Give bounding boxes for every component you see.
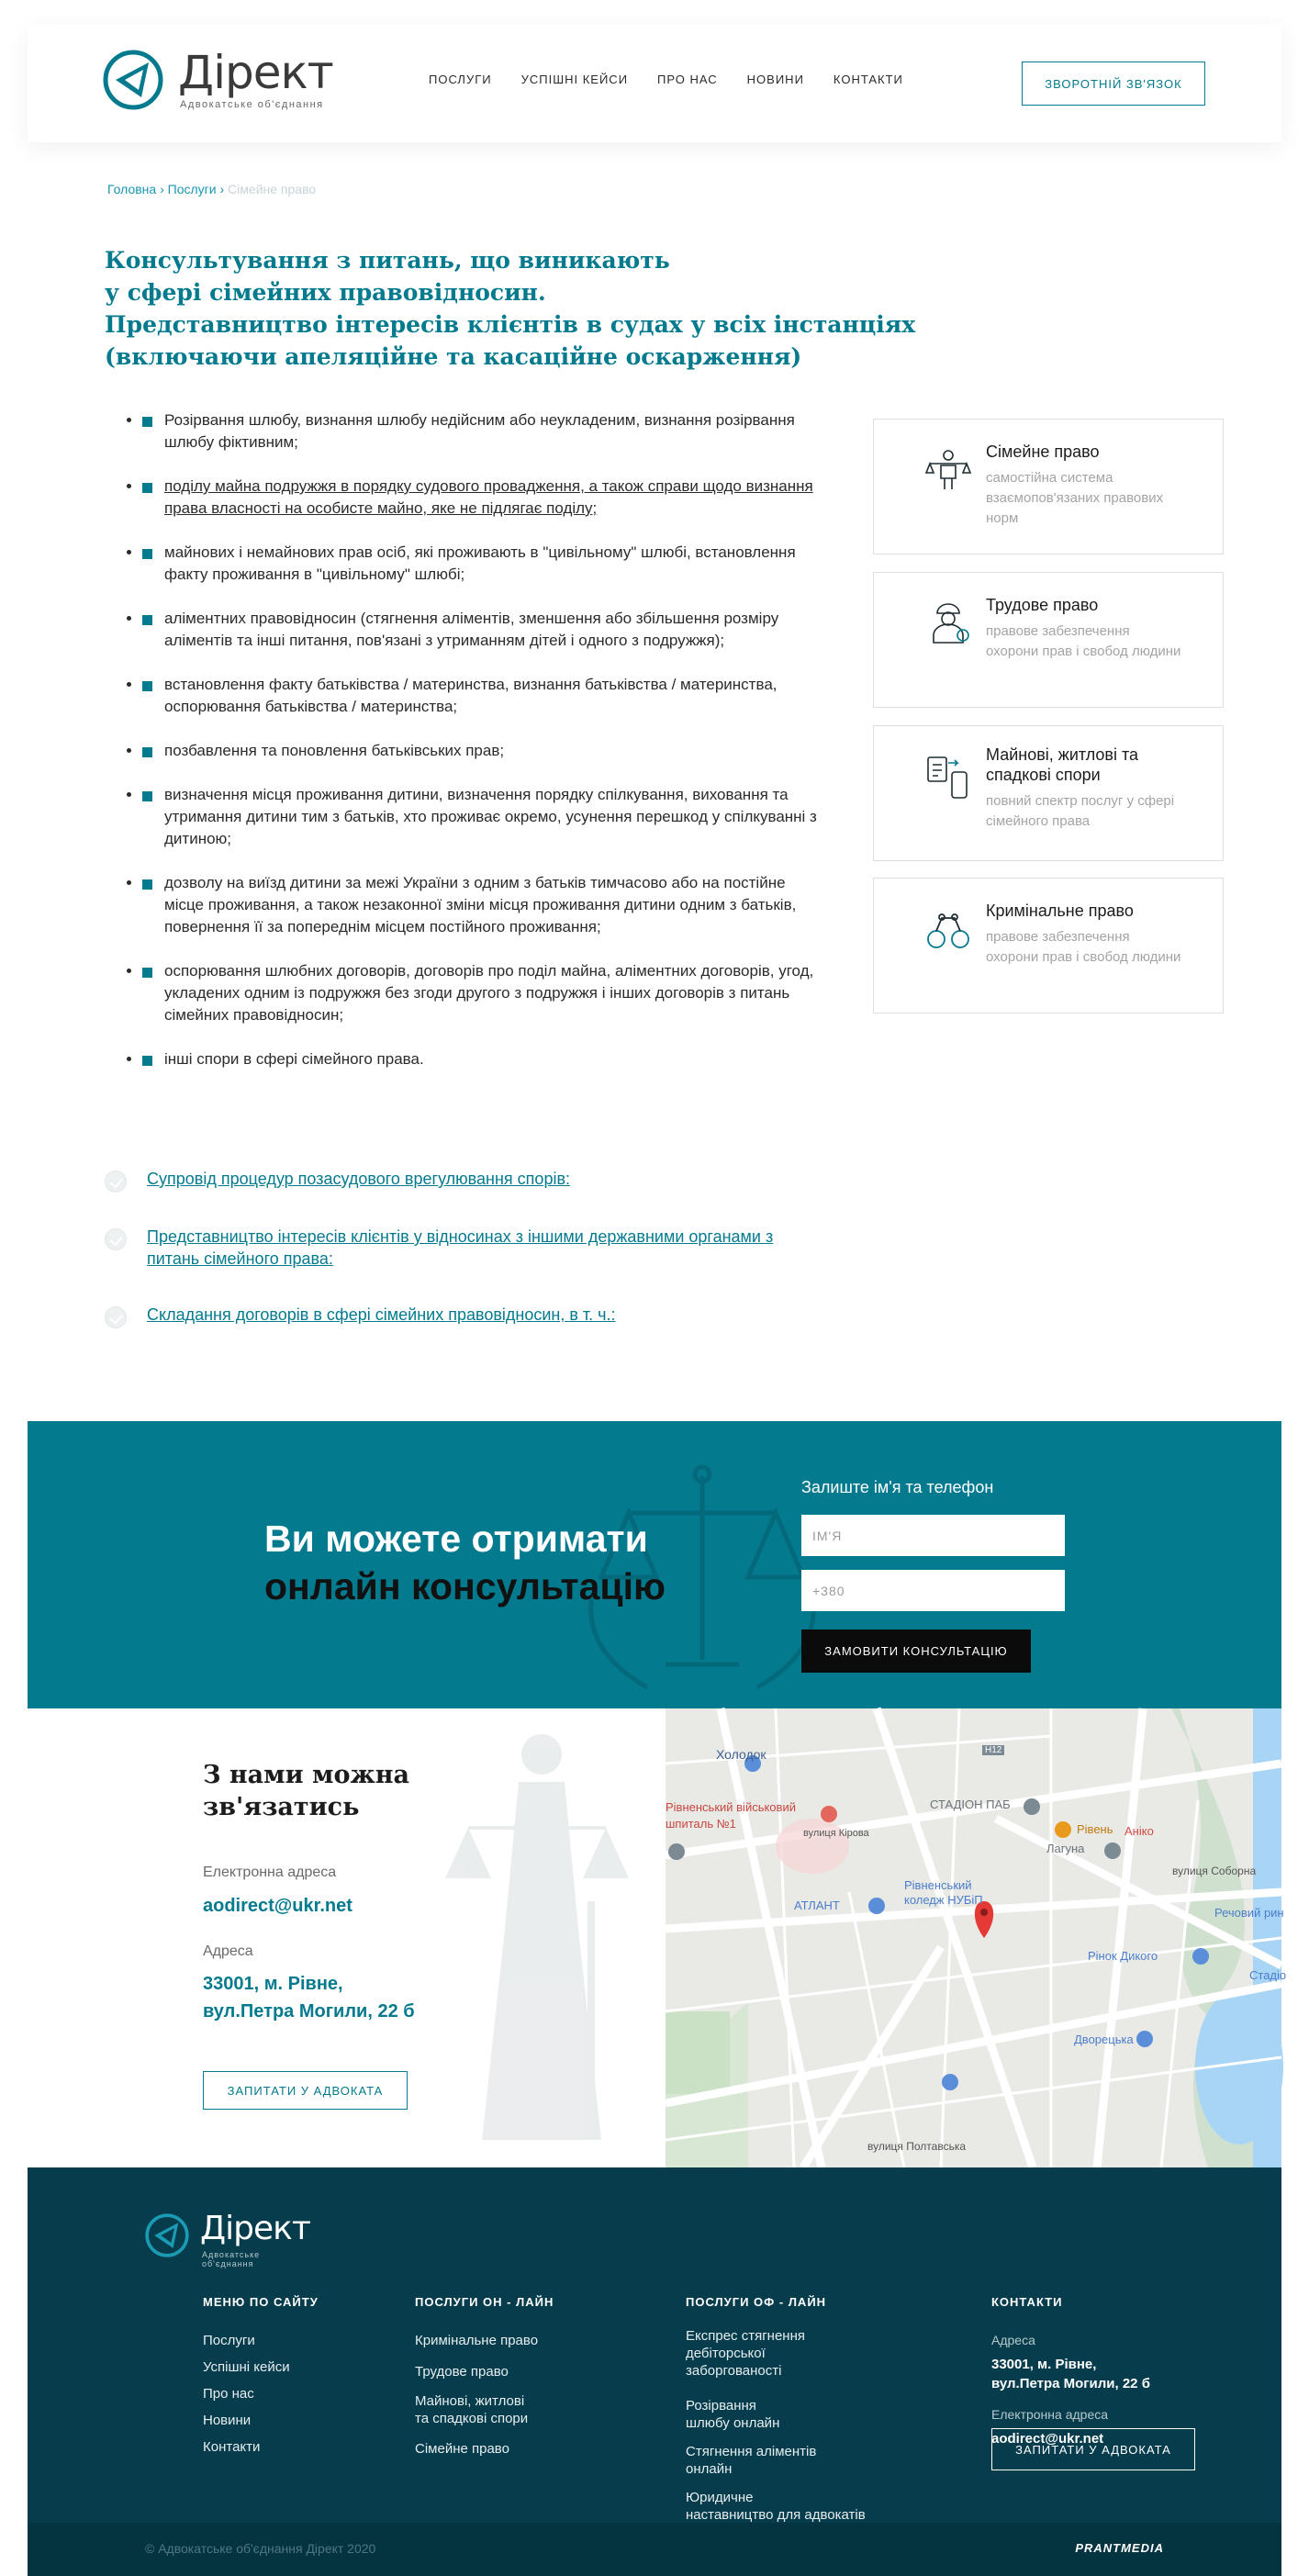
footer-bottom-bar: [28, 2523, 1281, 2576]
callback-button[interactable]: ЗВОРОТНІЙ ЗВ'ЯЗОК: [1022, 62, 1205, 106]
breadcrumb-separator: ›: [216, 182, 229, 196]
logo[interactable]: [103, 46, 333, 114]
page-title-line: (включаючи апеляційне та касаційне оскарження): [105, 343, 802, 370]
map-label: Рінок Дикого: [1088, 1949, 1158, 1963]
map-label: коледж НУБіП: [904, 1893, 983, 1907]
order-consultation-button[interactable]: ЗАМОВИТИ КОНСУЛЬТАЦІЮ: [801, 1630, 1031, 1673]
email-label: Електронна адреса: [203, 1865, 337, 1880]
map-label: Рівненський: [904, 1878, 972, 1892]
map-label: вулиця Соборна: [1172, 1865, 1257, 1877]
card-description: правове забезпечення охорони прав і свобод людини: [986, 623, 1181, 659]
card-description: повний спектр послуг у сфері сімейного права: [986, 793, 1175, 829]
breadcrumb: [107, 182, 316, 196]
breadcrumb-separator: ›: [156, 182, 168, 196]
list-item: • Розірвання шлюбу, визнання шлюбу недійсним або неукладеним, визнання розірвання шлюбу фіктивним;: [142, 409, 817, 454]
card-title: Майнові, житлові та спадкові спори: [986, 745, 1139, 784]
map-label: Речовий рин: [1214, 1906, 1284, 1920]
form-label: Залиште ім'я та телефон: [801, 1478, 994, 1496]
footer-link[interactable]: Успішні кейси: [203, 2359, 290, 2375]
footer-offline-heading: ПОСЛУГИ ОФ - ЛАЙН: [686, 2295, 827, 2309]
banner-title: Ви можете отримати: [264, 1518, 648, 1560]
map-label: Аніко: [1124, 1824, 1154, 1838]
phone-input[interactable]: +380: [801, 1570, 1065, 1611]
footer-link[interactable]: Контакти: [203, 2439, 261, 2455]
accordion-label: Складання договорів в сфері сімейних правовідносин, в т. ч.:: [147, 1305, 616, 1324]
footer-logo[interactable]: [145, 2210, 310, 2268]
card-title: Кримінальне право: [986, 902, 1134, 920]
map-label: АТЛАНТ: [794, 1898, 840, 1912]
map-label: вулиця Кірова: [803, 1828, 869, 1839]
card-property-disputes[interactable]: [873, 725, 1224, 861]
breadcrumb-home[interactable]: Головна: [107, 182, 157, 196]
footer-link[interactable]: Стягнення аліментів онлайн: [686, 2444, 817, 2477]
footer-link[interactable]: Сімейне право: [415, 2441, 509, 2457]
footer-email-label: Електронна адреса: [991, 2407, 1109, 2422]
footer-link[interactable]: Майнові, житлові та спадкові спори: [415, 2393, 529, 2426]
footer-link[interactable]: Новини: [203, 2413, 252, 2428]
breadcrumb-current: Сімейне право: [228, 182, 317, 196]
accordion-label: Супровід процедур позасудового врегулювання спорів:: [147, 1170, 571, 1188]
page-title-line: у сфері сімейних правовідносин.: [105, 279, 546, 306]
map-label: вулиця Полтавська: [867, 2140, 967, 2153]
map-label: Стадіо: [1249, 1968, 1287, 1982]
nav-cases[interactable]: УСПІШНІ КЕЙСИ: [520, 73, 629, 86]
main-nav: [429, 73, 933, 86]
map-label: шпиталь №1: [666, 1817, 736, 1831]
footer-menu-heading: МЕНЮ ПО САЙТУ: [203, 2295, 319, 2309]
map-label: Рівень: [1077, 1822, 1113, 1836]
list-item: • аліментних правовідносин (стягнення аліментів, зменшення або збільшення розміру аліментів та інші питання, пов'язані з утриманням дітей і одного з подружжя);: [142, 608, 817, 652]
nav-contacts[interactable]: КОНТАКТИ: [833, 73, 903, 86]
footer-logo-subtitle: Адвокатське об'єднання: [202, 2250, 261, 2268]
list-item: • майнових і немайнових прав осіб, які проживають в "цивільному" шлюбі, встановлення факту проживання в "цивільному" шлюбі;: [142, 542, 817, 586]
footer-email-link[interactable]: aodirect@ukr.net: [991, 2431, 1104, 2447]
list-item: • встановлення факту батьківства / материнства, визнання батьківства / материнства, оспорювання батьківства / материнства;: [142, 674, 817, 718]
nav-about[interactable]: ПРО НАС: [657, 73, 718, 86]
footer-link[interactable]: Про нас: [203, 2386, 254, 2402]
list-item: • визначення місця проживання дитини, визначення порядку спілкування, виховання та утримання дитини тим з батьків, хто проживає окремо, усунення перешкод у спілкуванні з дитиною;: [142, 784, 817, 850]
ask-lawyer-button[interactable]: ЗАПИТАТИ У АДВОКАТА: [203, 2071, 408, 2110]
justice-statue-icon: [431, 1718, 643, 2158]
page-title: [105, 244, 931, 373]
documents-phone-icon: [924, 754, 972, 801]
footer-online-heading: ПОСЛУГИ ОН - ЛАЙН: [415, 2295, 554, 2309]
logo-icon: [103, 50, 163, 110]
logo-icon: [145, 2213, 189, 2257]
name-input[interactable]: ІМ'Я: [801, 1515, 1065, 1556]
scales-person-icon: [924, 447, 972, 495]
card-description: самостійна система взаємопов'язаних правових норм: [986, 470, 1164, 526]
map-label: Дворецька: [1074, 2033, 1134, 2046]
check-icon: [105, 1306, 127, 1328]
page-title-line: Консультування з питань, що виникають: [105, 247, 670, 274]
address-value: 33001, м. Рівне, вул.Петра Могили, 22 б: [203, 1974, 415, 2022]
footer-link[interactable]: Експрес стягнення дебіторської заборгованості: [686, 2328, 805, 2379]
contact-section: [28, 1708, 666, 2167]
footer-address: 33001, м. Рівне, вул.Петра Могили, 22 б: [991, 2357, 1150, 2391]
email-link[interactable]: aodirect@ukr.net: [203, 1896, 352, 1916]
services-list: [142, 409, 817, 1092]
map-label: Рівненський військовий: [666, 1800, 796, 1814]
address-label: Адреса: [203, 1943, 253, 1959]
handcuffs-icon: [924, 906, 972, 954]
list-item: • поділу майна подружжя в порядку судового провадження, а також справи щодо визнання права власності на особисте майно, яке не підлягає поділу;: [142, 476, 817, 520]
list-item: • інші спори в сфері сімейного права.: [142, 1048, 817, 1070]
map[interactable]: [666, 1708, 1287, 2167]
footer-link[interactable]: Юридичне наставництво для адвокатів: [686, 2490, 866, 2523]
map-label: Лагуна: [1046, 1842, 1085, 1855]
site-header: [28, 25, 1281, 142]
breadcrumb-services[interactable]: Послуги: [167, 182, 217, 196]
footer-ask-lawyer-button[interactable]: ЗАПИТАТИ У АДВОКАТА: [991, 2428, 1195, 2470]
list-item: • позбавлення та поновлення батьківських прав;: [142, 740, 817, 762]
developer-credit[interactable]: PRANTMEDIA: [1075, 2541, 1164, 2555]
check-icon: [105, 1170, 127, 1193]
footer-link[interactable]: Кримінальне право: [415, 2333, 539, 2348]
footer-link[interactable]: Трудове право: [415, 2364, 509, 2380]
nav-services[interactable]: ПОСЛУГИ: [429, 73, 492, 86]
map-label: Холодок: [716, 1747, 766, 1762]
footer-logo-title: Дірект: [200, 2210, 310, 2247]
card-title: Сімейне право: [986, 442, 1100, 461]
contact-heading: З нами можна зв'язатись: [203, 1761, 409, 1821]
copyright: © Адвокатське об'єднання Дірект 2020: [145, 2541, 376, 2556]
banner-title-emphasis: онлайн консультацію: [264, 1565, 666, 1607]
footer-link[interactable]: Послуги: [203, 2333, 255, 2348]
page-title-line: Представництво інтересів клієнтів в судах у всіх інстанціях: [105, 311, 916, 338]
footer-address-label: Адреса: [991, 2333, 1035, 2347]
logo-subtitle: Адвокатське об'єднання: [180, 99, 324, 110]
footer-contacts-heading: КОНТАКТИ: [991, 2295, 1063, 2309]
map-label: СТАДІОН ПАБ: [930, 1798, 1011, 1811]
card-description: правове забезпечення охорони прав і свобод людини: [986, 929, 1181, 965]
logo-title: Дірект: [178, 46, 333, 99]
nav-news[interactable]: НОВИНИ: [746, 73, 804, 86]
map-label: Н12: [982, 1745, 1004, 1755]
map-tiles: [666, 1708, 1281, 2167]
card-family-law[interactable]: [873, 419, 1224, 554]
footer-link[interactable]: Розірвання шлюбу онлайн: [686, 2398, 780, 2431]
site-footer: [28, 2167, 1281, 2576]
worker-icon: [924, 600, 972, 648]
list-item: • оспорювання шлюбних договорів, договорів про поділ майна, аліментних договорів, угод, укладених одним із подружжя без згоди другого з подружжя і інших договорів з питань сімейних правовідносин;: [142, 960, 817, 1026]
check-icon: [105, 1228, 127, 1250]
list-item: • дозволу на виїзд дитини за межі України з одним з батьків тимчасово або на постійне місце проживання, а також незаконної зміни місця проживання дитини одним з батьків, повернення її за попереднім місцем постійного проживання;: [142, 872, 817, 938]
card-criminal-law[interactable]: [873, 878, 1224, 1014]
consultation-banner: [28, 1421, 1281, 1708]
card-labor-law[interactable]: [873, 572, 1224, 708]
card-title: Трудове право: [986, 596, 1099, 614]
accordion-label: Представництво інтересів клієнтів у відносинах з іншими державними органами з питань сімейного права:: [147, 1227, 774, 1268]
